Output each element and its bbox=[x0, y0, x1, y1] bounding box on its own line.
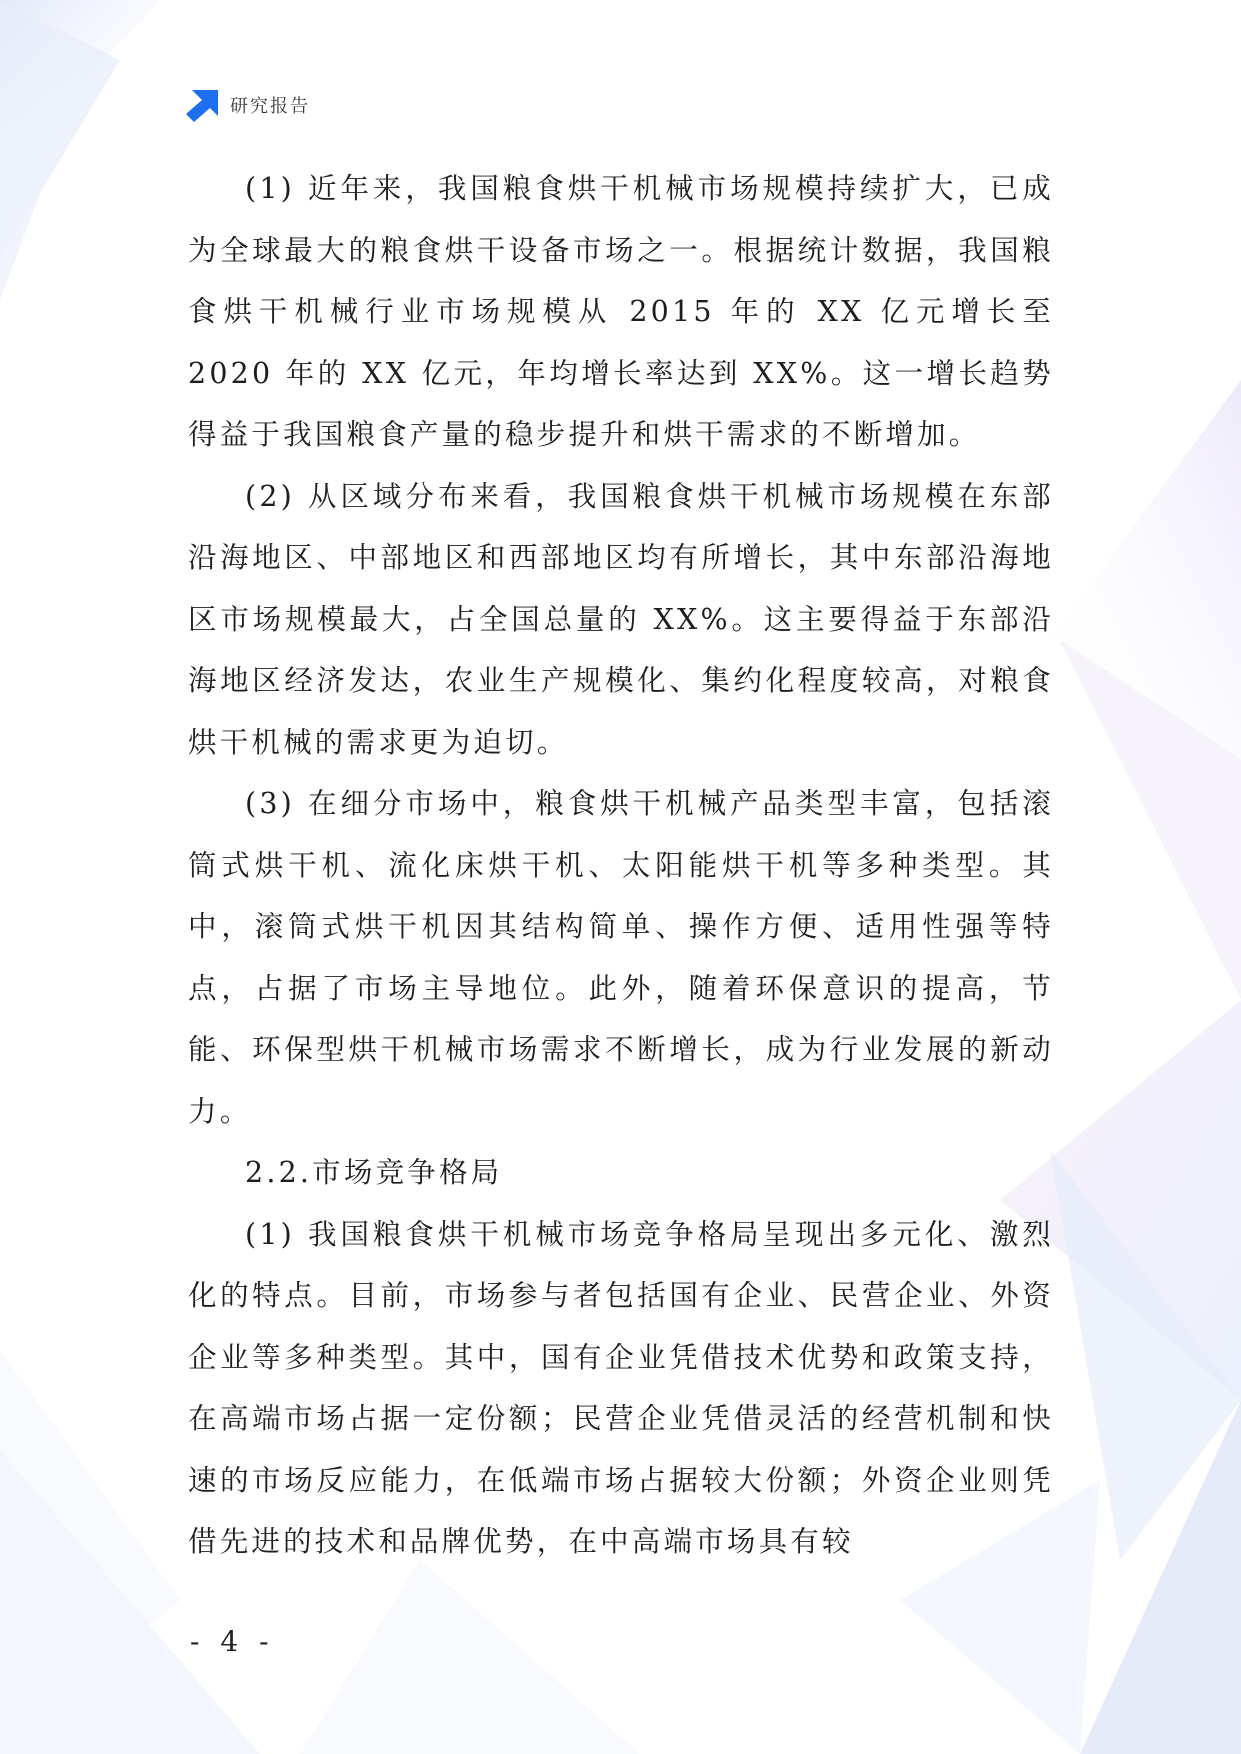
page-number: - 4 - bbox=[190, 1625, 275, 1658]
arrow-up-right-icon bbox=[186, 88, 220, 122]
paragraph-2: (2) 从区域分布来看，我国粮食烘干机械市场规模在东部沿海地区、中部地区和西部地区均有所增长，其中东部沿海地区市场规模最大，占全国总量的 XX%。这主要得益于东部沿海地区经济发达，农业生产规模化、集约化程度较高，对粮食烘干机械的需求更为迫切。 bbox=[188, 479, 1054, 759]
paragraph-3: (3) 在细分市场中，粮食烘干机械产品类型丰富，包括滚筒式烘干机、流化床烘干机、太阳能烘干机等多种类型。其中，滚筒式烘干机因其结构简单、操作方便、适用性强等特点，占据了市场主导地位。此外，随着环保意识的提高，节能、环保型烘干机械市场需求不断增长，成为行业发展的新动力。 bbox=[188, 787, 1054, 1128]
header-title: 研究报告 bbox=[230, 96, 310, 117]
section-paragraph-1: (1) 我国粮食烘干机械市场竞争格局呈现出多元化、激烈化的特点。目前，市场参与者包括国有企业、民营企业、外资企业等多种类型。其中，国有企业凭借技术优势和政策支持，在高端市场占据一定份额；民营企业凭借灵活的经营机制和快速的市场反应能力，在低端市场占据较大份额；外资企业则凭借先进的技术和品牌优势，在中高端市场具有较 bbox=[188, 1217, 1054, 1558]
paragraph-1: (1) 近年来，我国粮食烘干机械市场规模持续扩大，已成为全球最大的粮食烘干设备市场之一。根据统计数据，我国粮食烘干机械行业市场规模从 2015 年的 XX 亿元增长至 2020 年的 XX 亿元，年均增长率达到 XX%。这一增长趋势得益于我国粮食产量的稳步提升和烘干需求的不断增加。 bbox=[188, 172, 1054, 451]
document-body bbox=[188, 158, 1054, 1573]
report-header bbox=[186, 88, 310, 122]
section-heading: 2.2.市场竞争格局 bbox=[245, 1156, 503, 1189]
